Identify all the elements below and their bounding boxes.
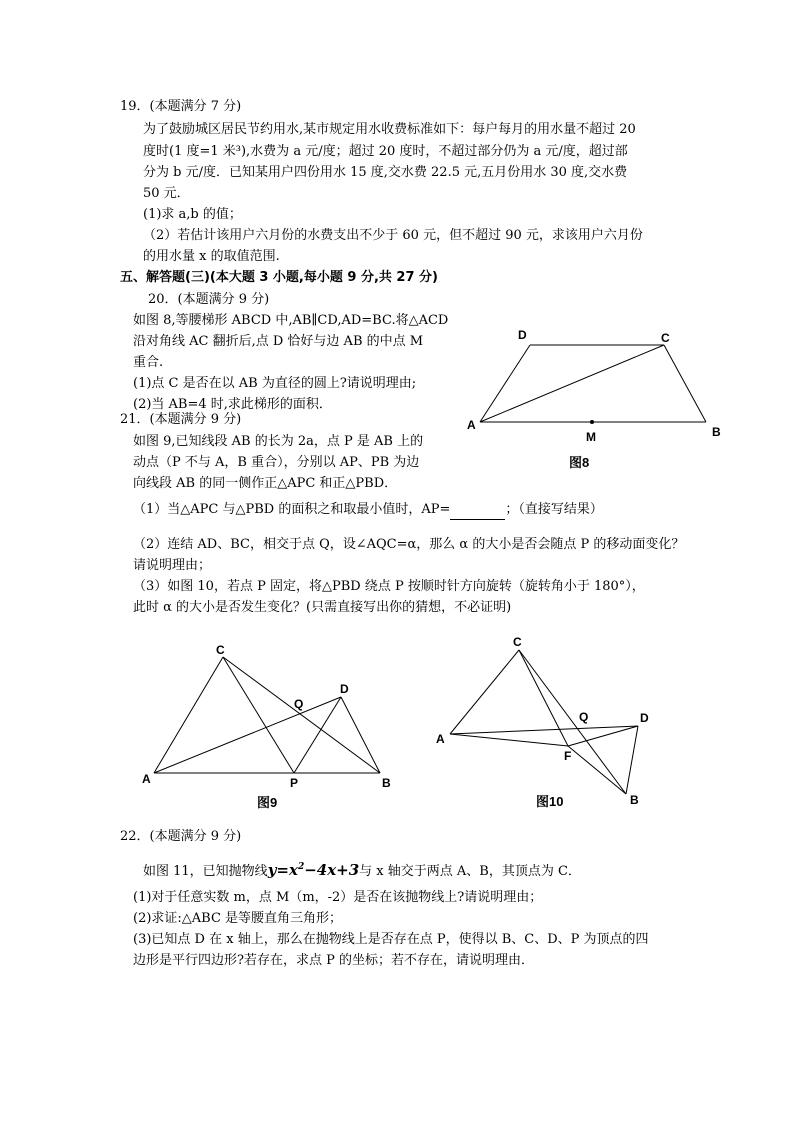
fig10-label-q: Q [579,710,589,724]
fig10-edge-cb [519,650,626,794]
q19-sub1: (1)求 a,b 的值； [143,207,242,222]
fig9-edge-ac [154,657,223,773]
fig10-edge-fb [568,746,626,794]
fig9-edge-db [341,697,380,773]
fig9-label-a: A [142,772,151,786]
fig8-label-c: C [661,331,670,345]
q21-line-2: 动点（P 不与 A，B 重合），分别以 AP、PB 为边 [133,455,420,470]
q20-line-3: 重合. [133,355,164,370]
q21-sub2-line-1: （2）连结 AD、BC，相交于点 Q，设∠AQC=α，那么 α 的大小是否会随点 P 的移动面变化？ [133,537,685,552]
fig8-diagonal-ac [480,345,664,422]
q21-line-3: 向线段 AB 的同一侧作正△APC 和正△PBD． [133,476,398,491]
q19-line-1: 为了鼓励城区居民节约用水,某市规定用水收费标准如下：每户每月的用水量不超过 20 [143,122,636,137]
q22-intro-text: 如图 11，已知抛物线 [143,864,268,879]
fig9-caption: 图9 [257,795,278,810]
fig9-label-q: Q [294,697,304,711]
fig9-label-c: C [216,643,225,657]
fig8-caption: 图8 [569,455,590,470]
fig10-edge-ad [450,726,638,734]
q20-sub2: (2)当 AB=4 时,求此梯形的面积． [133,397,332,412]
fig10-label-f: F [564,749,572,763]
q22-header: 22．(本题满分 9 分) [120,829,242,844]
q19-header: 19．(本题满分 7 分) [120,99,242,114]
fig9-label-d: D [340,682,349,696]
fig9-label-p: P [290,776,299,790]
q21-sub2-line-2: 请说明理由； [133,558,212,573]
q21-header: 21．(本题满分 9 分) [120,412,242,427]
parabola-formula: $y=x^2-4x+3$ [267,861,360,879]
fig8-label-b: B [712,425,721,439]
q21-sub3-line-2: 此时 α 的大小是否发生变化？(只需直接写出你的猜想，不必证明) [133,600,512,615]
fig8-label-a: A [467,418,476,432]
answer-blank[interactable] [450,505,505,520]
q19-line-3: 分为 b 元/度．已知某用户四份用水 15 度,交水费 22.5 元,五月份用水 30 度,交水费 [143,165,628,180]
fig10-label-d: D [640,711,649,725]
fig8-edge-cb [664,345,706,422]
q20-line-2: 沿对角线 AC 翻折后,点 D 恰好与边 AB 的中点 M [133,334,424,349]
figure-10 [430,632,670,812]
q21-sub1-suffix: ；（直接写结果） [505,502,603,517]
figure-8 [462,322,732,472]
fig9-edge-ad [154,697,341,773]
fig9-edge-cb [223,657,380,773]
q22-sub3-line-1: (3)已知点 D 在 x 轴上，那么在抛物线上是否存在点 P，使得以 B、C、D、P 为顶点的四 [133,932,649,947]
q19-sub2-line-2: 的用水量 x 的取值范围. [143,249,280,264]
fig8-label-m: M [586,430,596,444]
q19-line-4: 50 元． [143,186,190,201]
fig10-edge-ac [450,650,519,734]
q21-sub3-line-1: （3）如图 10，若点 P 固定，将△PBD 绕点 P 按顺时针方向旋转（旋转角小于 180°）， [133,579,645,594]
q22-sub3-line-2: 边形是平行四边形?若存在，求点 P 的坐标；若不存在，请说明理由． [133,953,534,968]
figure-9 [138,640,398,815]
q22-sub1: (1)对于任意实数 m，点 M（m，-2）是否在该抛物线上?请说明理由； [133,890,543,905]
section-title: 五、解答题(三)(本大题 3 小题,每小题 9 分,共 27 分) [120,270,438,285]
fig10-label-b: B [630,793,639,807]
fig8-edge-ad [480,345,530,422]
q20-sub1: (1)点 C 是否在以 AB 为直径的圆上?请说明理由; [133,376,417,391]
fig9-label-b: B [382,776,391,790]
q22-intro [143,856,581,883]
q19-line-2: 度时(1 度=1 米³),水费为 a 元/度；超过 20 度时，不超过部分仍为 a 元/度，超过部 [143,144,628,159]
fig10-edge-db [626,726,638,794]
fig10-edge-af [450,734,568,746]
q21-line-1: 如图 9,已知线段 AB 的长为 2a，点 P 是 AB 上的 [133,434,424,449]
fig9-edge-cp [223,657,294,773]
q21-sub1-text: （1）当△APC 与△PBD 的面积之和取最小值时，AP= [133,502,451,517]
fig10-label-c: C [513,635,522,649]
q22-sub2: (2)求证:△ABC 是等腰直角三角形； [133,911,343,926]
fig8-label-d: D [518,328,527,342]
q21-sub1 [133,500,603,520]
fig8-point-m [590,420,594,424]
fig10-edge-cf [519,650,568,746]
q20-line-1: 如图 8,等腰梯形 ABCD 中,AB∥CD,AD=BC.将△ACD [133,313,449,328]
fig10-caption: 图10 [536,794,564,809]
q22-intro-suffix: 与 x 轴交于两点 A、B，其顶点为 C． [359,864,581,879]
q19-sub2-line-1: （2）若估计该用户六月份的水费支出不少于 60 元，但不超过 90 元，求该用户六月份 [143,228,643,243]
q20-header: 20．(本题满分 9 分) [148,292,270,307]
fig10-label-a: A [436,732,445,746]
